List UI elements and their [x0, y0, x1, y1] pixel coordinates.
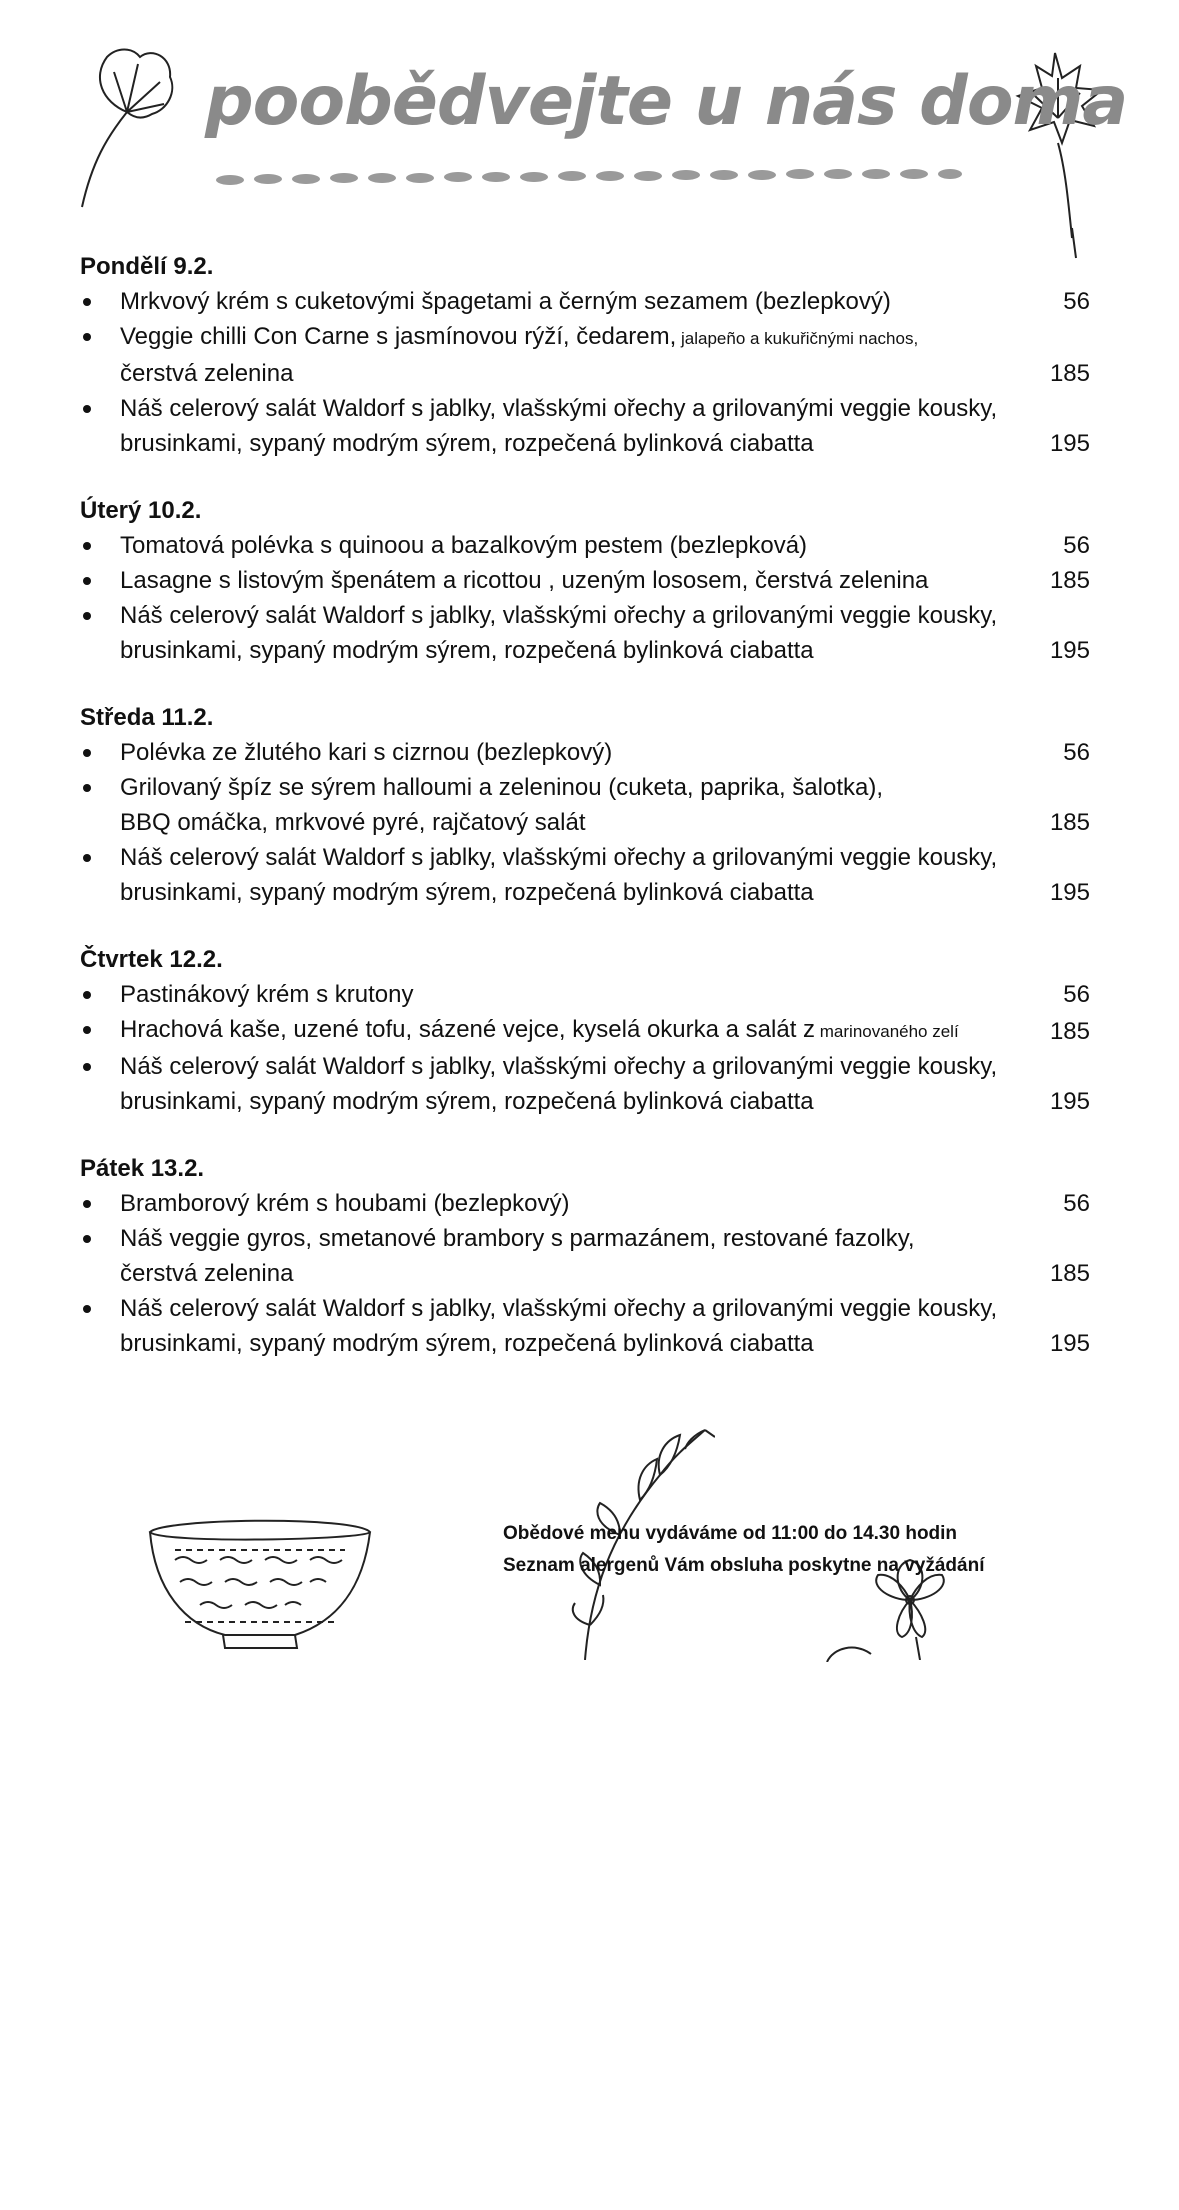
menu-item-text — [120, 1049, 1095, 1119]
day-section — [80, 701, 1090, 910]
menu-item-description: Náš celerový salát Waldorf s jablky, vlašskými ořechy a grilovanými veggie kousky, — [120, 395, 998, 422]
day-section — [80, 943, 1090, 1119]
menu-item-description: Veggie chilli Con Carne s jasmínovou rýží, čedarem, — [120, 323, 677, 350]
menu-item-price: 195 — [1049, 1088, 1090, 1115]
menu-item — [80, 391, 1090, 461]
menu-item-description-cont: brusinkami, sypaný modrým sýrem, rozpečená bylinková ciabatta — [120, 1088, 814, 1115]
menu-item-price: 56 — [1063, 739, 1090, 766]
menu-item-price: 185 — [1049, 809, 1090, 836]
basket-bowl-drawing-icon — [145, 1510, 375, 1655]
menu-item-description-cont: BBQ omáčka, mrkvové pyré, rajčatový salát — [120, 809, 586, 836]
menu-item-description: Náš veggie gyros, smetanové brambory s parmazánem, restované fazolky, — [120, 1225, 915, 1252]
menu-item-price: 195 — [1049, 637, 1090, 664]
menu-item-price: 185 — [1049, 1018, 1090, 1045]
menu-item-text — [120, 977, 1095, 1012]
menu-item — [80, 1186, 1090, 1221]
menu-item-description: Náš celerový salát Waldorf s jablky, vlašskými ořechy a grilovanými veggie kousky, — [120, 602, 998, 629]
leaf-drawing-icon — [72, 42, 182, 212]
menu-item-text — [120, 598, 1095, 668]
menu-item-description-cont: brusinkami, sypaný modrým sýrem, rozpečená bylinková ciabatta — [120, 430, 814, 457]
menu-item-price: 56 — [1063, 1190, 1090, 1217]
menu-item — [80, 598, 1090, 668]
menu-item-description-cont: brusinkami, sypaný modrým sýrem, rozpečená bylinková ciabatta — [120, 879, 814, 906]
day-title: Pondělí 9.2. — [80, 253, 214, 280]
menu-item-description-cont: brusinkami, sypaný modrým sýrem, rozpečená bylinková ciabatta — [120, 1330, 814, 1357]
footer-note — [503, 1518, 1063, 1582]
menu-item-description: Tomatová polévka s quinoou a bazalkovým pestem (bezlepková) — [120, 532, 808, 559]
allergen-note: Seznam alergenů Vám obsluha poskytne na vyžádání — [503, 1555, 985, 1576]
menu-item-price: 185 — [1049, 567, 1090, 594]
day-title: Pátek 13.2. — [80, 1155, 205, 1182]
menu-item-small-text: jalapeño a kukuřičnými nachos, — [676, 329, 919, 348]
menu-item-description-cont: brusinkami, sypaný modrým sýrem, rozpečená bylinková ciabatta — [120, 637, 814, 664]
menu-item-price: 56 — [1063, 532, 1090, 559]
menu-item-description: Bramborový krém s houbami (bezlepkový) — [120, 1190, 570, 1217]
menu-item-description: Náš celerový salát Waldorf s jablky, vlašskými ořechy a grilovanými veggie kousky, — [120, 844, 998, 871]
menu-item-description-cont: čerstvá zelenina — [120, 360, 294, 387]
menu-item-description: Náš celerový salát Waldorf s jablky, vlašskými ořechy a grilovanými veggie kousky, — [120, 1295, 998, 1322]
menu-item-small-text: marinovaného zelí — [815, 1022, 959, 1041]
page-title: poobědvejte u nás doma — [205, 62, 1128, 141]
menu-item-text — [120, 735, 1095, 770]
menu-item-text — [120, 1012, 1095, 1049]
menu-item — [80, 1291, 1090, 1361]
weekly-menu — [80, 250, 1090, 1394]
day-section — [80, 494, 1090, 668]
menu-item — [80, 977, 1090, 1012]
menu-item-text — [120, 1221, 1095, 1291]
menu-item-description: Náš celerový salát Waldorf s jablky, vlašskými ořechy a grilovanými veggie kousky, — [120, 1053, 998, 1080]
menu-item — [80, 1012, 1090, 1049]
bud-drawing-icon — [825, 1640, 875, 1662]
menu-item-price: 185 — [1049, 360, 1090, 387]
menu-item — [80, 319, 1090, 391]
menu-item-description: Hrachová kaše, uzené tofu, sázené vejce, kyselá okurka a salát z — [120, 1016, 816, 1043]
menu-item-price: 56 — [1063, 981, 1090, 1008]
menu-item-price: 56 — [1063, 288, 1090, 315]
menu-item-description: Lasagne s listovým špenátem a ricottou , uzeným lososem, čerstvá zelenina — [120, 567, 929, 594]
menu-item-description: Polévka ze žlutého kari s cizrnou (bezlepkový) — [120, 739, 613, 766]
menu-item — [80, 1049, 1090, 1119]
menu-item-description: Pastinákový krém s krutony — [120, 981, 414, 1008]
menu-item — [80, 528, 1090, 563]
menu-item-description: Mrkvový krém s cuketovými špagetami a černým sezamem (bezlepkový) — [120, 288, 891, 315]
day-title: Čtvrtek 12.2. — [80, 946, 223, 973]
menu-item — [80, 840, 1090, 910]
dashed-underline — [210, 166, 970, 188]
menu-item-description-cont: čerstvá zelenina — [120, 1260, 294, 1287]
menu-item — [80, 284, 1090, 319]
menu-item-text — [120, 391, 1095, 461]
menu-item — [80, 1221, 1090, 1291]
menu-item-text — [120, 284, 1095, 319]
menu-item-description: Grilovaný špíz se sýrem halloumi a zeleninou (cuketa, paprika, šalotka), — [120, 774, 884, 801]
menu-item-text — [120, 1291, 1095, 1361]
menu-item-text — [120, 528, 1095, 563]
menu-item — [80, 563, 1090, 598]
menu-item-text — [120, 840, 1095, 910]
menu-item-price: 195 — [1049, 879, 1090, 906]
day-title: Úterý 10.2. — [80, 497, 202, 524]
menu-item-price: 195 — [1049, 1330, 1090, 1357]
menu-item-price: 195 — [1049, 430, 1090, 457]
menu-item-price: 185 — [1049, 1260, 1090, 1287]
day-section — [80, 1152, 1090, 1361]
menu-item-text — [120, 1186, 1095, 1221]
serving-hours: Obědové menu vydáváme od 11:00 do 14.30 hodin — [503, 1523, 958, 1544]
menu-item-text — [120, 319, 1095, 391]
day-title: Středa 11.2. — [80, 704, 214, 731]
menu-item-text — [120, 770, 1095, 840]
menu-item — [80, 735, 1090, 770]
menu-item-text — [120, 563, 1095, 598]
day-section — [80, 250, 1090, 461]
menu-item — [80, 770, 1090, 840]
